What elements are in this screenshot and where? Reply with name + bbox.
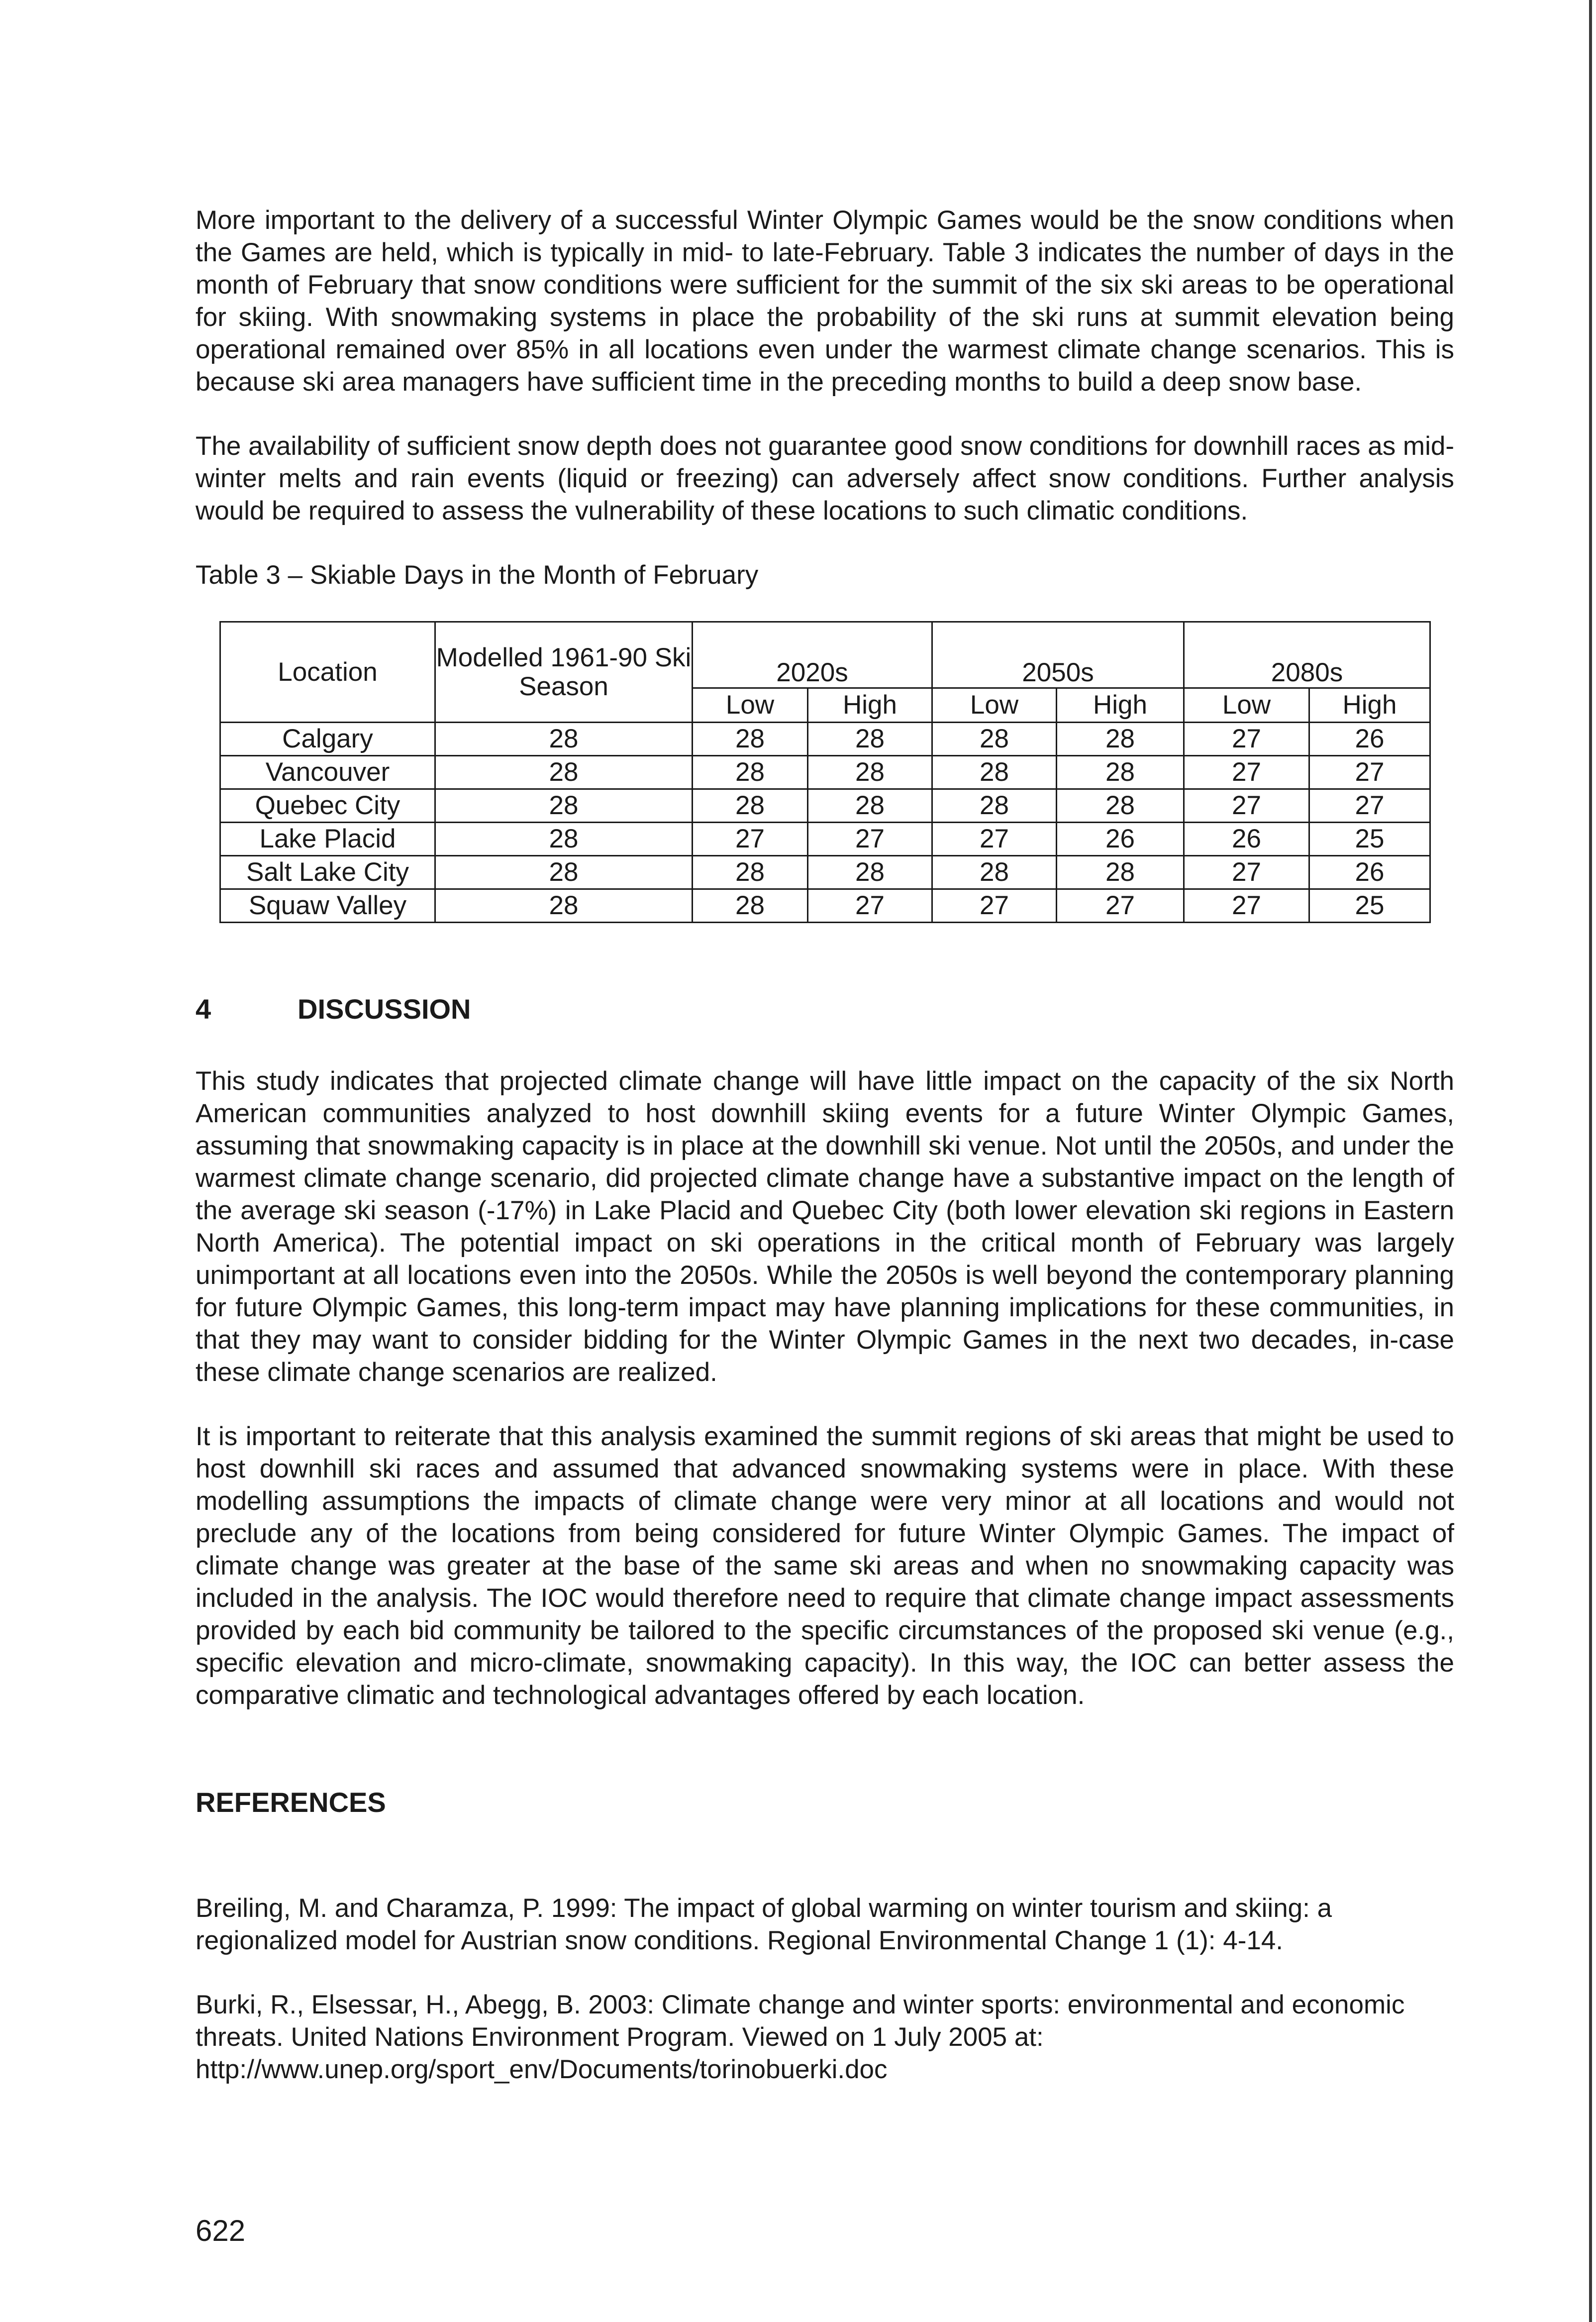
page-number: 622 [196, 2214, 246, 2247]
cell-modelled: 28 [435, 723, 693, 756]
cell-2020s-high: 28 [808, 756, 932, 789]
cell-2080s-high: 27 [1309, 756, 1430, 789]
header-2080s-low: Low [1184, 688, 1309, 723]
cell-2080s-high: 25 [1309, 823, 1430, 856]
cell-2050s-high: 28 [1057, 723, 1184, 756]
cell-location: Vancouver [220, 756, 435, 789]
cell-2020s-high: 27 [808, 889, 932, 923]
page-content [196, 204, 1454, 2117]
table-row [220, 823, 1430, 856]
references-heading: REFERENCES [196, 1787, 386, 1818]
cell-2050s-high: 26 [1057, 823, 1184, 856]
header-location: Location [220, 622, 435, 723]
table-caption: Table 3 – Skiable Days in the Month of February [196, 560, 759, 590]
table-row [220, 889, 1430, 923]
header-2080s-high: High [1309, 688, 1430, 723]
cell-2080s-high: 26 [1309, 723, 1430, 756]
cell-2080s-high: 26 [1309, 856, 1430, 889]
cell-2020s-low: 27 [693, 823, 808, 856]
cell-2020s-high: 27 [808, 823, 932, 856]
cell-2050s-low: 28 [932, 856, 1057, 889]
cell-location: Salt Lake City [220, 856, 435, 889]
page-edge-line [1589, 0, 1592, 2322]
cell-2050s-low: 28 [932, 789, 1057, 823]
cell-2050s-high: 27 [1057, 889, 1184, 923]
cell-2020s-high: 28 [808, 856, 932, 889]
table-row [220, 856, 1430, 889]
cell-2080s-low: 27 [1184, 789, 1309, 823]
cell-2050s-low: 28 [932, 723, 1057, 756]
cell-modelled: 28 [435, 889, 693, 923]
header-2050s-high: High [1057, 688, 1184, 723]
cell-2080s-high: 27 [1309, 789, 1430, 823]
header-2050s-low: Low [932, 688, 1057, 723]
cell-2080s-high: 25 [1309, 889, 1430, 923]
cell-2020s-high: 28 [808, 723, 932, 756]
header-2020s-high: High [808, 688, 932, 723]
cell-location: Lake Placid [220, 823, 435, 856]
cell-location: Calgary [220, 723, 435, 756]
reference-burki [196, 1989, 1454, 2086]
cell-2080s-low: 27 [1184, 756, 1309, 789]
cell-2020s-low: 28 [693, 889, 808, 923]
cell-2080s-low: 27 [1184, 856, 1309, 889]
cell-modelled: 28 [435, 823, 693, 856]
skiable-days-table [219, 621, 1431, 923]
header-modelled-ski-season: Modelled 1961-90 Ski Season [435, 622, 693, 723]
discussion-paragraph-1: This study indicates that projected climate change will have little impact on the capacity of the six North American communities analyzed to host downhill skiing events for a future Winter Olympic Games, assuming that snowmaking capacity is in place at the downhill ski venue. Not until the 2050s, and under the warmest climate change scenario, did projected climate change have a substantive impact on the length of the average ski season (-17%) in Lake Placid and Quebec City (both lower elevation ski regions in Eastern North America). The potential impact on ski operations in the critical month of February was largely unimportant at all locations even into the 2050s. While the 2050s is well beyond the contemporary planning for future Olympic Games, this long-term impact may have planning implications for these communities, in that they may want to consider bidding for the Winter Olympic Games in the next two decades, in-case these climate change scenarios are realized. [196, 1066, 1454, 1387]
body-paragraph-snow-conditions: More important to the delivery of a successful Winter Olympic Games would be the snow conditions when the Games are held, which is typically in mid- to late-February. Table 3 indicates the number of days in the month of February that snow conditions were sufficient for the summit of the six ski areas to be operational for skiing. With snowmaking systems in place the probability of the ski runs at summit elevation being operational remained over 85% in all locations even under the warmest climate change scenarios. This is because ski area managers have sufficient time in the preceding months to build a deep snow base. [196, 206, 1454, 397]
reference-breiling: Breiling, M. and Charamza, P. 1999: The impact of global warming on winter tourism and skiing: a regionalized model for Austrian snow conditions. Regional Environmental Change 1 (1): 4-14. [196, 1894, 1332, 1955]
cell-2050s-high: 28 [1057, 856, 1184, 889]
cell-2020s-low: 28 [693, 756, 808, 789]
body-paragraph-snow-depth: The availability of sufficient snow depth does not guarantee good snow conditions for downhill races as mid-winter melts and rain events (liquid or freezing) can adversely affect snow conditions. Further analysis would be required to assess the vulnerability of these locations to such climatic conditions. [196, 431, 1454, 526]
table-row [220, 756, 1430, 789]
header-period-2080s: 2080s [1184, 622, 1430, 688]
reference-burki-text: Burki, R., Elsessar, H., Abegg, B. 2003: Climate change and winter sports: environmental and economic threats. United Nations Environment Program. Viewed on 1 July 2005 at: [196, 1990, 1405, 2052]
cell-location: Squaw Valley [220, 889, 435, 923]
cell-2080s-low: 27 [1184, 723, 1309, 756]
cell-2020s-high: 28 [808, 789, 932, 823]
cell-location: Quebec City [220, 789, 435, 823]
table-row [220, 723, 1430, 756]
cell-2050s-high: 28 [1057, 756, 1184, 789]
section-number: 4 [196, 993, 211, 1025]
section-heading-discussion [196, 993, 1454, 1025]
discussion-paragraph-2: It is important to reiterate that this analysis examined the summit regions of ski areas that might be used to host downhill ski races and assumed that advanced snowmaking systems were in place. With these modelling assumptions the impacts of climate change were very minor at all locations and would not preclude any of the locations from being considered for future Winter Olympic Games. The impact of climate change was greater at the base of the same ski areas and when no snowmaking capacity was included in the analysis. The IOC would therefore need to require that climate change impact assessments provided by each bid community be tailored to the specific circumstances of the proposed ski venue (e.g., specific elevation and micro-climate, snowmaking capacity). In this way, the IOC can better assess the comparative climatic and technological advantages offered by each location. [196, 1422, 1454, 1710]
cell-modelled: 28 [435, 789, 693, 823]
cell-2050s-high: 28 [1057, 789, 1184, 823]
cell-2020s-low: 28 [693, 723, 808, 756]
header-2020s-low: Low [693, 688, 808, 723]
cell-2050s-low: 27 [932, 823, 1057, 856]
cell-2020s-low: 28 [693, 789, 808, 823]
cell-2020s-low: 28 [693, 856, 808, 889]
cell-2080s-low: 26 [1184, 823, 1309, 856]
cell-modelled: 28 [435, 856, 693, 889]
table-row [220, 789, 1430, 823]
reference-burki-url: http://www.unep.org/sport_env/Documents/torinobuerki.doc [196, 2055, 888, 2084]
cell-2050s-low: 28 [932, 756, 1057, 789]
header-period-2050s: 2050s [932, 622, 1184, 688]
cell-2080s-low: 27 [1184, 889, 1309, 923]
cell-modelled: 28 [435, 756, 693, 789]
section-title: DISCUSSION [298, 993, 471, 1025]
cell-2050s-low: 27 [932, 889, 1057, 923]
header-period-2020s: 2020s [693, 622, 932, 688]
